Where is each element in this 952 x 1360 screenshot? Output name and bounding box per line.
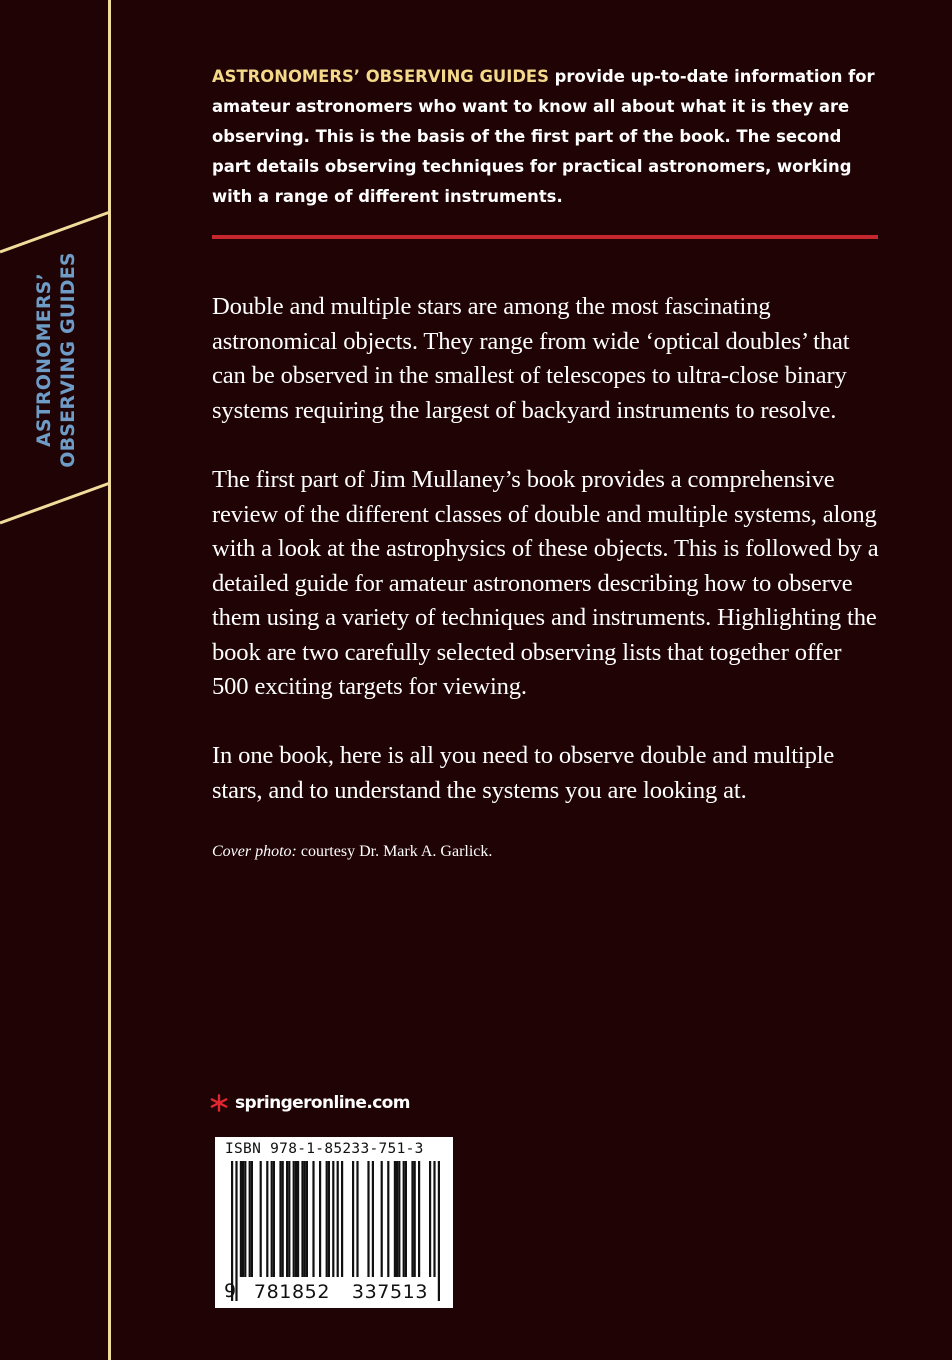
barcode-bar [279, 1161, 281, 1277]
series-blurb-text: provide up-to-date information for amateur astronomers who want to know all about what it is they are observing. This is the basis of the first part of the book. The second part details observing techniques for practical astronomers, working with a range of different instruments. [212, 67, 875, 206]
spine-decoration [0, 0, 112, 1360]
barcode-bar [438, 1161, 440, 1301]
website-text[interactable]: springeronline.com [235, 1093, 410, 1113]
description-paragraph-1: Double and multiple stars are among the most fascinating astronomical objects. They range from wide ‘optical doubles’ that can be observed in the smallest of telescopes to ultra-close binary systems requiring the largest of backyard instruments to resolve. [212, 293, 850, 424]
spine-diagonal-bottom [0, 483, 110, 523]
barcode-bar [251, 1161, 253, 1277]
isbn-text: ISBN 978-1-85233-751-3 [225, 1141, 424, 1157]
barcode-bar [242, 1161, 244, 1277]
barcode-bar [240, 1161, 242, 1277]
star-icon [210, 1094, 228, 1112]
barcode-bar [304, 1161, 306, 1277]
barcode-bar [301, 1161, 303, 1277]
barcode-bar [312, 1161, 314, 1277]
barcode-bar [273, 1161, 275, 1277]
barcode-bar [381, 1161, 383, 1277]
barcode-bar [282, 1161, 284, 1277]
barcode-bar [398, 1161, 400, 1277]
credit-label: Cover photo: [212, 843, 297, 860]
barcode-bar [326, 1161, 328, 1277]
barcode-bar [271, 1161, 273, 1277]
barcode-bar [429, 1161, 431, 1277]
spine-title-line1: ASTRONOMERS’ [33, 273, 55, 448]
cover-photo-credit [212, 841, 492, 863]
credit-text: courtesy Dr. Mark A. Garlick. [296, 843, 493, 860]
barcode-bar [328, 1161, 330, 1277]
description-paragraph-3: In one book, here is all you need to observe double and multiple stars, and to understand the systems you are looking at. [212, 742, 835, 804]
barcode-bar [387, 1161, 389, 1277]
barcode-digits-right: 337513 [343, 1277, 437, 1305]
spine [0, 0, 110, 1360]
barcode-digit-first: 9 [224, 1280, 237, 1302]
barcode-bar [306, 1161, 308, 1277]
barcode-bar [372, 1161, 374, 1277]
barcode-bar [352, 1161, 354, 1277]
barcode-bar [414, 1161, 416, 1277]
barcode-bar [394, 1161, 396, 1277]
barcode-bar [356, 1161, 358, 1277]
series-blurb [212, 62, 878, 212]
barcode-bar [396, 1161, 398, 1277]
barcode-bar [341, 1161, 343, 1277]
barcode-bar [249, 1161, 251, 1277]
barcode-digits-left: 781852 [245, 1277, 339, 1305]
spine-diagonal-top [0, 212, 110, 252]
barcode-bar [319, 1161, 321, 1277]
barcode-bar [295, 1161, 297, 1277]
spine-title-line2: OBSERVING GUIDES [57, 252, 79, 468]
barcode-bar [266, 1161, 268, 1277]
spine-border [108, 0, 111, 1360]
description-paragraph-2: The first part of Jim Mullaney’s book provides a comprehensive review of the different classes of double and multiple systems, along with a look at the astrophysics of these objects. This is followed by a detailed guide for amateur astronomers describing how to observe them using a variety of techniques and instruments. Highlighting the book are two carefully selected observing lists that together offer 500 exciting targets for viewing. [212, 466, 879, 700]
publisher-website [210, 1088, 410, 1118]
barcode-bar [403, 1161, 405, 1277]
barcode-bar [411, 1161, 413, 1277]
barcode-bar [297, 1161, 299, 1277]
barcode-bar [367, 1161, 369, 1277]
divider-rule [212, 235, 878, 239]
spine-title [32, 250, 80, 470]
barcode-bar [405, 1161, 407, 1277]
barcode-bar [418, 1161, 420, 1277]
barcode-bar [244, 1161, 246, 1277]
series-name: ASTRONOMERS’ OBSERVING GUIDES [212, 67, 549, 86]
barcode-bar [286, 1161, 288, 1277]
barcode-bar [293, 1161, 295, 1277]
barcode-bar [288, 1161, 290, 1277]
barcode [215, 1137, 453, 1308]
barcode-bar [260, 1161, 262, 1277]
